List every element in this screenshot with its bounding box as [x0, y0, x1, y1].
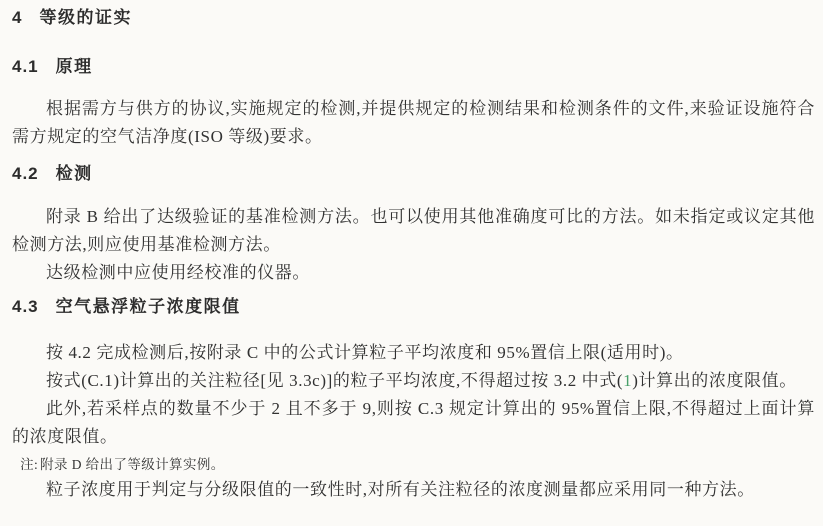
paragraph: 根据需方与供方的协议,实施规定的检测,并提供规定的检测结果和检测条件的文件,来验证设施符合需方规定的空气洁净度(ISO 等级)要求。: [12, 99, 815, 146]
section-title-4-3: 空气悬浮粒子浓度限值: [55, 297, 241, 316]
chapter-title: 等级的证实: [39, 8, 132, 27]
note-line: [12, 454, 815, 476]
paragraph: 按 4.2 完成检测后,按附录 C 中的公式计算粒子平均浓度和 95%置信上限(适用时)。: [46, 343, 684, 362]
section-number-4-1: 4.1: [12, 57, 39, 76]
section-number-4-3: 4.3: [12, 297, 39, 316]
closing-paragraph: 粒子浓度用于判定与分级限值的一致性时,对所有关注粒径的浓度测量都应采用同一种方法。: [46, 480, 755, 499]
section-heading-4-1: [12, 57, 815, 77]
section-heading-4-3: [12, 297, 815, 317]
note-label: 注:: [20, 457, 39, 472]
paragraph: 达级检测中应使用经校准的仪器。: [46, 263, 310, 282]
formula-text-after: )计算出的浓度限值。: [632, 371, 797, 390]
formula-reference-number: 1: [623, 371, 633, 390]
section-heading-4-2: [12, 164, 815, 184]
section-4-2-body: [12, 203, 815, 287]
section-title-4-1: 原理: [55, 57, 93, 76]
section-4-1-body: [12, 95, 815, 151]
section-number-4-2: 4.2: [12, 164, 39, 183]
section-title-4-2: 检测: [55, 164, 93, 183]
chapter-heading: [12, 8, 815, 28]
section-4-3-body: [12, 339, 815, 504]
chapter-number: 4: [12, 8, 23, 27]
paragraph: 此外,若采样点的数量不少于 2 且不多于 9,则按 C.3 规定计算出的 95%置信上限,不得超过上面计算的浓度限值。: [12, 399, 815, 446]
paragraph-formula: [12, 367, 815, 395]
paragraph: 附录 B 给出了达级验证的基准检测方法。也可以使用其他准确度可比的方法。如未指定或议定其他检测方法,则应使用基准检测方法。: [12, 207, 815, 254]
note-text: 附录 D 给出了等级计算实例。: [40, 457, 225, 472]
formula-text-before: 按式(C.1)计算出的关注粒径[见 3.3c)]的粒子平均浓度,不得超过按 3.2 中式(: [46, 371, 624, 390]
